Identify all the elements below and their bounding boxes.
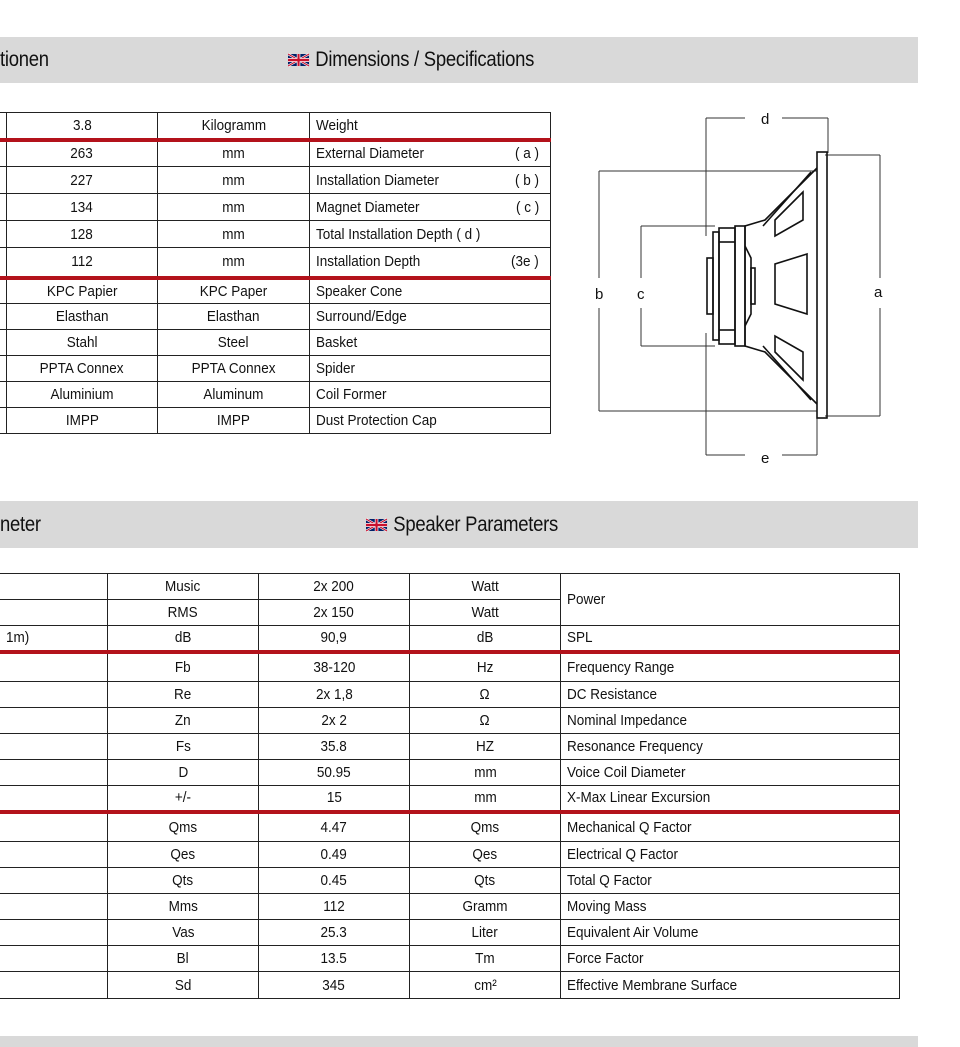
dimension-row	[0, 113, 551, 140]
dimension-label: Installation Depth (3e )	[310, 248, 551, 278]
diagram-label-a: a	[874, 284, 883, 301]
parameter-symbol: Zn	[108, 708, 259, 734]
parameter-left-stub	[0, 574, 108, 600]
dimension-unit: mm	[158, 221, 310, 248]
parameter-left-stub	[0, 708, 108, 734]
dimensions-header-band	[0, 37, 918, 83]
parameter-unit: HZ	[410, 734, 561, 760]
dimension-label: Weight	[310, 113, 551, 140]
parameter-value: 0.49	[259, 842, 410, 868]
parameter-symbol: Vas	[108, 920, 259, 946]
dimensions-table	[0, 112, 551, 434]
parameter-left-stub	[0, 760, 108, 786]
dimension-value: 128	[7, 221, 158, 248]
parameter-left-stub	[0, 812, 108, 842]
parameters-table	[0, 573, 900, 999]
parameter-left-stub	[0, 972, 108, 999]
dimension-unit: PPTA Connex	[158, 356, 310, 382]
parameters-left-title: neter	[0, 512, 41, 536]
dimension-label: Magnet Diameter ( c )	[310, 194, 551, 221]
dimension-value: 112	[7, 248, 158, 278]
parameter-unit: Ω	[410, 708, 561, 734]
diagram-label-c: c	[637, 286, 645, 303]
parameter-symbol: D	[108, 760, 259, 786]
parameter-label: Equivalent Air Volume	[561, 920, 900, 946]
parameter-unit: dB	[410, 626, 561, 652]
parameter-value: 15	[259, 786, 410, 812]
parameter-value: 50.95	[259, 760, 410, 786]
parameter-row	[0, 682, 900, 708]
parameter-unit: Watt	[410, 574, 561, 600]
dimension-row	[0, 330, 551, 356]
parameter-unit: mm	[410, 786, 561, 812]
parameter-left-stub	[0, 786, 108, 812]
parameter-value: 0.45	[259, 868, 410, 894]
dimension-label: Coil Former	[310, 382, 551, 408]
parameter-unit: Qms	[410, 812, 561, 842]
dimension-value: 227	[7, 167, 158, 194]
parameter-label: SPL	[561, 626, 900, 652]
dimension-row	[0, 382, 551, 408]
parameter-label: Mechanical Q Factor	[561, 812, 900, 842]
dimension-unit: KPC Paper	[158, 278, 310, 304]
dimension-label: Dust Protection Cap	[310, 408, 551, 434]
parameter-unit: Ω	[410, 682, 561, 708]
parameter-value: 38-120	[259, 652, 410, 682]
dimension-value: KPC Papier	[7, 278, 158, 304]
parameter-label: Total Q Factor	[561, 868, 900, 894]
parameter-left-stub	[0, 682, 108, 708]
parameter-value: 13.5	[259, 946, 410, 972]
parameters-title-text: Speaker Parameters	[393, 512, 559, 536]
dimension-row	[0, 194, 551, 221]
dimension-row	[0, 140, 551, 167]
dimension-row	[0, 356, 551, 382]
parameter-symbol: Re	[108, 682, 259, 708]
parameter-row	[0, 760, 900, 786]
parameter-value: 25.3	[259, 920, 410, 946]
parameter-symbol: Qes	[108, 842, 259, 868]
dimension-unit: mm	[158, 248, 310, 278]
dimension-unit: mm	[158, 194, 310, 221]
dimensions-right-title	[288, 37, 534, 83]
dimension-value: IMPP	[7, 408, 158, 434]
dimension-label: Total Installation Depth ( d )	[310, 221, 551, 248]
parameter-value: 4.47	[259, 812, 410, 842]
parameter-label: Moving Mass	[561, 894, 900, 920]
dimension-value: Aluminium	[7, 382, 158, 408]
parameter-label: Resonance Frequency	[561, 734, 900, 760]
dimension-value: 3.8	[7, 113, 158, 140]
parameter-label: Nominal Impedance	[561, 708, 900, 734]
parameter-symbol: dB	[108, 626, 259, 652]
parameter-row	[0, 574, 900, 600]
dimension-label: Surround/Edge	[310, 304, 551, 330]
parameter-row	[0, 708, 900, 734]
dimension-row	[0, 167, 551, 194]
dimension-label: Basket	[310, 330, 551, 356]
dimension-label: Spider	[310, 356, 551, 382]
parameter-unit: Tm	[410, 946, 561, 972]
dimension-row	[0, 278, 551, 304]
dimension-value: 263	[7, 140, 158, 167]
parameters-right-title	[366, 501, 558, 548]
diagram-label-b: b	[595, 286, 604, 303]
parameter-value: 2x 2	[259, 708, 410, 734]
parameter-unit: Hz	[410, 652, 561, 682]
parameter-symbol: Mms	[108, 894, 259, 920]
parameter-value: 2x 150	[259, 600, 410, 626]
parameter-row	[0, 972, 900, 999]
dimension-unit: IMPP	[158, 408, 310, 434]
dimension-unit: Steel	[158, 330, 310, 356]
parameter-left-stub	[0, 920, 108, 946]
parameter-unit: Watt	[410, 600, 561, 626]
parameter-left-stub	[0, 734, 108, 760]
parameter-unit: Qes	[410, 842, 561, 868]
parameter-symbol: Sd	[108, 972, 259, 999]
dimension-unit: mm	[158, 140, 310, 167]
parameter-value: 35.8	[259, 734, 410, 760]
parameter-label: Frequency Range	[561, 652, 900, 682]
parameter-value: 2x 1,8	[259, 682, 410, 708]
parameter-row	[0, 734, 900, 760]
dimension-value: Stahl	[7, 330, 158, 356]
parameter-symbol: RMS	[108, 600, 259, 626]
parameter-left-stub: 1m)	[0, 626, 108, 652]
parameter-label: Voice Coil Diameter	[561, 760, 900, 786]
dimension-row	[0, 408, 551, 434]
bottom-header-band	[0, 1036, 918, 1047]
parameter-row	[0, 786, 900, 812]
parameter-label: Power	[561, 574, 900, 626]
dimension-value: Elasthan	[7, 304, 158, 330]
parameter-value: 90,9	[259, 626, 410, 652]
dimension-row	[0, 248, 551, 278]
dimension-label: External Diameter ( a )	[310, 140, 551, 167]
parameter-symbol: Bl	[108, 946, 259, 972]
parameter-row	[0, 626, 900, 652]
dimension-unit: Aluminum	[158, 382, 310, 408]
parameter-row	[0, 868, 900, 894]
parameter-left-stub	[0, 842, 108, 868]
parameter-symbol: +/-	[108, 786, 259, 812]
parameter-left-stub	[0, 868, 108, 894]
parameter-row	[0, 652, 900, 682]
dimensions-title-text: Dimensions / Specifications	[315, 48, 535, 71]
dimension-label: Speaker Cone	[310, 278, 551, 304]
parameter-left-stub	[0, 894, 108, 920]
dimension-row	[0, 304, 551, 330]
parameter-unit: Qts	[410, 868, 561, 894]
dimension-unit: Kilogramm	[158, 113, 310, 140]
parameter-symbol: Qts	[108, 868, 259, 894]
parameter-left-stub	[0, 652, 108, 682]
parameter-row	[0, 842, 900, 868]
parameter-symbol: Fs	[108, 734, 259, 760]
parameter-row	[0, 946, 900, 972]
parameter-label: X-Max Linear Excursion	[561, 786, 900, 812]
parameter-label: Effective Membrane Surface	[561, 972, 900, 999]
parameter-left-stub	[0, 946, 108, 972]
parameter-left-stub	[0, 600, 108, 626]
parameter-label: DC Resistance	[561, 682, 900, 708]
parameter-row	[0, 812, 900, 842]
dimension-value: PPTA Connex	[7, 356, 158, 382]
parameter-unit: Liter	[410, 920, 561, 946]
parameters-header-band	[0, 501, 918, 548]
parameter-unit: Gramm	[410, 894, 561, 920]
diagram-label-d: d	[761, 111, 770, 128]
dimension-row	[0, 221, 551, 248]
parameter-unit: cm²	[410, 972, 561, 999]
parameter-symbol: Music	[108, 574, 259, 600]
parameter-label: Electrical Q Factor	[561, 842, 900, 868]
dimension-label: Installation Diameter ( b )	[310, 167, 551, 194]
dimensions-left-title: tionen	[0, 48, 49, 71]
parameter-symbol: Fb	[108, 652, 259, 682]
uk-flag-icon	[366, 518, 387, 532]
diagram-label-e: e	[761, 450, 770, 467]
dimension-unit: mm	[158, 167, 310, 194]
parameter-value: 345	[259, 972, 410, 999]
parameter-label: Force Factor	[561, 946, 900, 972]
parameter-symbol: Qms	[108, 812, 259, 842]
uk-flag-icon	[288, 53, 309, 67]
dimension-value: 134	[7, 194, 158, 221]
parameter-value: 2x 200	[259, 574, 410, 600]
parameter-unit: mm	[410, 760, 561, 786]
speaker-dimension-diagram	[585, 108, 895, 468]
parameter-value: 112	[259, 894, 410, 920]
parameter-row	[0, 894, 900, 920]
parameter-row	[0, 920, 900, 946]
dimension-unit: Elasthan	[158, 304, 310, 330]
